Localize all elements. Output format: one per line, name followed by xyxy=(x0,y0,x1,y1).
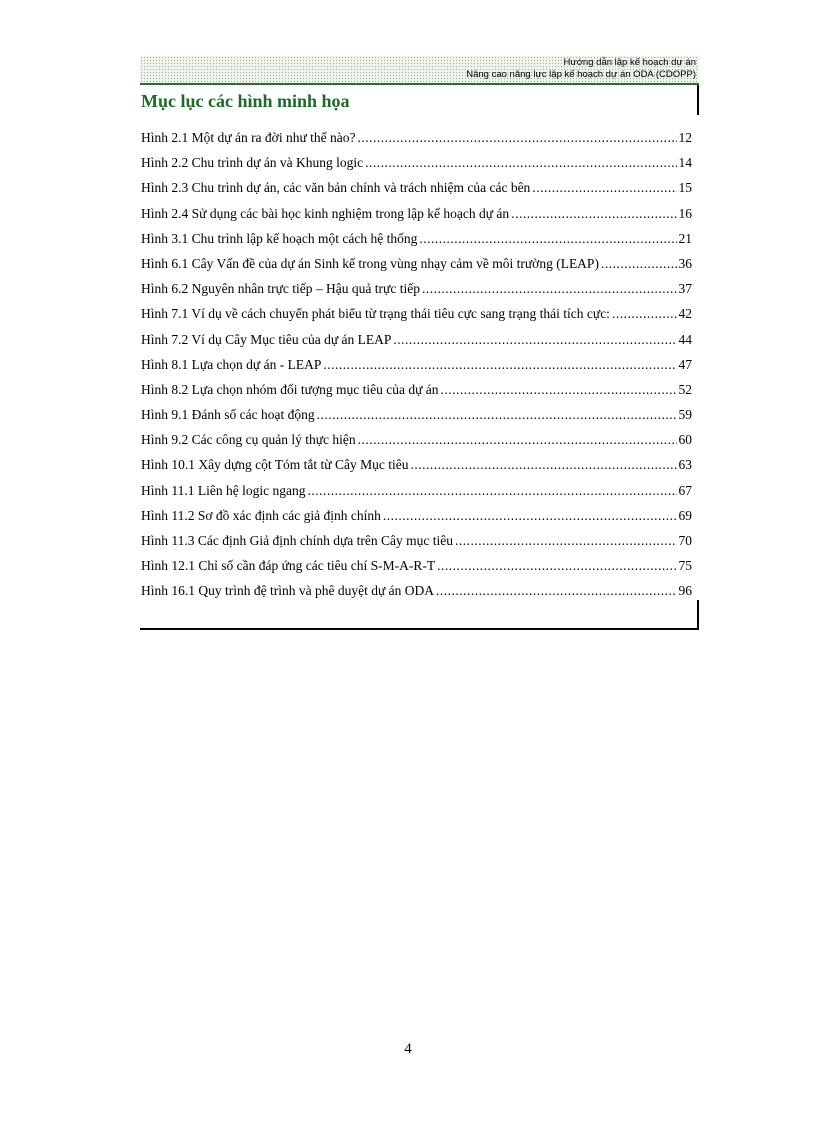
toc-entry-page: 60 xyxy=(678,432,692,448)
toc-entry[interactable] xyxy=(141,402,692,427)
header-line-1: Hướng dẫn lập kế hoạch dự án xyxy=(563,57,696,68)
toc-entry-title: Hình 2.4 Sử dụng các bài học kinh nghiệm trong lập kế hoạch dự án xyxy=(141,205,510,221)
dot-leader xyxy=(383,503,677,528)
right-border-bottom xyxy=(697,600,699,630)
toc-entry-title: Hình 6.2 Nguyên nhân trực tiếp – Hậu quả trực tiếp xyxy=(141,281,420,297)
dot-leader xyxy=(419,226,676,251)
toc-entry[interactable] xyxy=(141,578,692,603)
dot-leader xyxy=(612,301,677,326)
toc-entry[interactable] xyxy=(141,377,692,402)
toc-entry-title: Hình 7.1 Ví dụ về cách chuyển phát biểu từ trạng thái tiêu cực sang trạng thái tích cực: xyxy=(141,306,610,322)
toc-entry-title: Hình 2.3 Chu trình dự án, các văn bản chính và trách nhiệm của các bên xyxy=(141,180,531,196)
toc-entry[interactable] xyxy=(141,427,692,452)
toc-entry[interactable] xyxy=(141,150,692,175)
toc-entry-title: Hình 11.1 Liên hệ logic ngang xyxy=(141,482,306,498)
toc-entry-page: 44 xyxy=(678,331,692,347)
toc-entry-page: 14 xyxy=(678,155,692,171)
toc-entry[interactable] xyxy=(141,201,692,226)
toc-entry[interactable] xyxy=(141,452,692,477)
dot-leader xyxy=(365,150,676,175)
toc-entry[interactable] xyxy=(141,125,692,150)
toc-entry[interactable] xyxy=(141,276,692,301)
dot-leader xyxy=(410,452,676,477)
toc-entry[interactable] xyxy=(141,251,692,276)
right-border-top xyxy=(697,85,699,115)
toc-entry[interactable] xyxy=(141,226,692,251)
header-line-2: Nâng cao năng lực lập kế hoạch dự án ODA (CDOPP) xyxy=(466,69,696,80)
dot-leader xyxy=(307,478,676,503)
toc-entry-title: Hình 10.1 Xây dựng cột Tóm tắt từ Cây Mục tiêu xyxy=(141,457,409,473)
toc-entry-page: 75 xyxy=(678,558,692,574)
dot-leader xyxy=(317,402,677,427)
header-divider xyxy=(140,83,699,85)
page-number: 4 xyxy=(404,1041,412,1057)
toc-entry-page: 42 xyxy=(678,306,692,322)
section-bottom-divider xyxy=(140,628,699,630)
toc-entry-page: 69 xyxy=(678,507,692,523)
dot-leader xyxy=(601,251,677,276)
toc-entry-title: Hình 12.1 Chỉ số cần đáp ứng các tiêu chí S-M-A-R-T xyxy=(141,558,436,574)
toc-entry[interactable] xyxy=(141,478,692,503)
toc-entry-page: 15 xyxy=(678,180,692,196)
toc-entry-page: 63 xyxy=(678,457,692,473)
dot-leader xyxy=(422,276,677,301)
toc-entry-title: Hình 2.1 Một dự án ra đời như thế nào? xyxy=(141,130,356,145)
toc-entry[interactable] xyxy=(141,528,692,553)
toc-entry-title: Hình 7.2 Ví dụ Cây Mục tiêu của dự án LEAP xyxy=(141,331,392,347)
toc-entry[interactable] xyxy=(141,301,692,326)
section-title: Mục lục các hình minh họa xyxy=(141,91,350,111)
toc-entry-title: Hình 6.1 Cây Vấn đề của dự án Sinh kế trong vùng nhạy cảm về môi trường (LEAP) xyxy=(141,255,599,271)
toc-entry-title: Hình 8.2 Lựa chọn nhóm đối tượng mục tiêu của dự án xyxy=(141,381,439,397)
dot-leader xyxy=(455,528,676,553)
dot-leader xyxy=(436,578,676,603)
toc-entry-title: Hình 9.1 Đánh số các hoạt động xyxy=(141,407,315,423)
toc-entry-page: 67 xyxy=(678,482,692,498)
toc-entry-page: 21 xyxy=(678,230,692,246)
toc-entry-page: 59 xyxy=(678,407,692,423)
toc-entry-title: Hình 9.2 Các công cụ quản lý thực hiện xyxy=(141,432,356,448)
running-header xyxy=(140,56,699,83)
toc-entry-page: 37 xyxy=(678,281,692,297)
toc-entry-page: 12 xyxy=(678,130,692,145)
toc-entry-page: 52 xyxy=(678,381,692,397)
toc-entry-title: Hình 11.3 Các định Giả định chính dựa trên Cây mục tiêu xyxy=(141,533,454,548)
toc-entry-page: 70 xyxy=(678,533,692,548)
toc-entry[interactable] xyxy=(141,352,692,377)
toc-entry-page: 16 xyxy=(678,205,692,221)
dot-leader xyxy=(358,427,677,452)
dot-leader xyxy=(532,175,676,200)
toc-entry-title: Hình 2.2 Chu trình dự án và Khung logic xyxy=(141,155,364,171)
dot-leader xyxy=(437,553,676,578)
dot-leader xyxy=(323,352,676,377)
dot-leader xyxy=(393,327,676,352)
toc-entry-title: Hình 8.1 Lựa chọn dự án - LEAP xyxy=(141,356,322,372)
toc-entry[interactable] xyxy=(141,327,692,352)
figure-index-list xyxy=(141,125,692,604)
toc-entry[interactable] xyxy=(141,553,692,578)
toc-entry-title: Hình 11.2 Sơ đồ xác định các giả định chính xyxy=(141,507,381,523)
toc-entry[interactable] xyxy=(141,503,692,528)
toc-entry-title: Hình 16.1 Quy trình đệ trình và phê duyệt dự án ODA xyxy=(141,583,435,599)
toc-entry-title: Hình 3.1 Chu trình lập kế hoạch một cách hệ thống xyxy=(141,230,418,246)
toc-entry-page: 36 xyxy=(678,255,692,271)
dot-leader xyxy=(357,125,676,150)
toc-entry-page: 47 xyxy=(678,356,692,372)
dot-leader xyxy=(511,201,676,226)
toc-entry[interactable] xyxy=(141,175,692,200)
toc-entry-page: 96 xyxy=(678,583,692,599)
dot-leader xyxy=(441,377,677,402)
